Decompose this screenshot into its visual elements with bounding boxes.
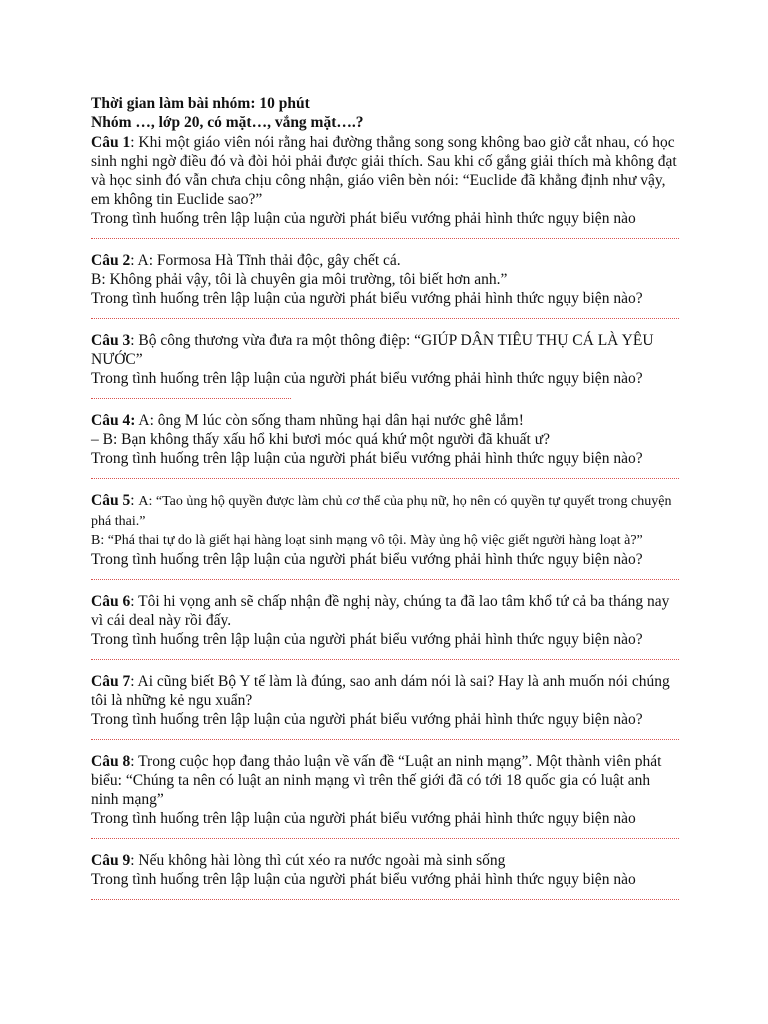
question-body: Tôi hi vọng anh sẽ chấp nhận đề nghị này, chúng ta đã lao tâm khổ tứ cả ba tháng nay vì cái deal này rồi đấy. <box>91 593 670 629</box>
question-body: Bộ công thương vừa đưa ra một thông điệp: “GIÚP DÂN TIÊU THỤ CÁ LÀ YÊU NƯỚC” <box>91 332 654 368</box>
question-9: Câu 9: Nếu không hài lòng thì cút xéo ra nước ngoài mà sinh sống Trong tình huống trên lập luận của người phát biểu vướng phải hình thức ngụy biện nào <box>91 851 681 900</box>
question-prompt: Trong tình huống trên lập luận của người phát biểu vướng phải hình thức ngụy biện nào? <box>91 370 643 387</box>
question-3: Câu 3: Bộ công thương vừa đưa ra một thông điệp: “GIÚP DÂN TIÊU THỤ CÁ LÀ YÊU NƯỚC” Trong tình huống trên lập luận của người phát biểu vướng phải hình thức ngụy biện nào? <box>91 331 681 399</box>
answer-line[interactable] <box>91 899 679 900</box>
answer-line[interactable] <box>91 739 679 740</box>
question-label: Câu 4: <box>91 412 136 429</box>
question-label: Câu 3 <box>91 332 131 349</box>
question-2: Câu 2: A: Formosa Hà Tĩnh thải độc, gây chết cá. B: Không phải vậy, tôi là chuyên gia môi trường, tôi biết hơn anh.” Trong tình huống trên lập luận của người phát biểu vướng phải hình thức ngụy biện nào? <box>91 251 681 319</box>
question-prompt: Trong tình huống trên lập luận của người phát biểu vướng phải hình thức ngụy biện nào? <box>91 450 643 467</box>
document-page <box>91 94 681 912</box>
group-info: Nhóm …, lớp 20, có mặt…, vắng mặt….? <box>91 114 364 131</box>
question-prompt: Trong tình huống trên lập luận của người phát biểu vướng phải hình thức ngụy biện nào? <box>91 631 643 648</box>
question-label: Câu 2 <box>91 252 131 269</box>
question-body: B: Không phải vậy, tôi là chuyên gia môi trường, tôi biết hơn anh.” <box>91 271 508 288</box>
question-6: Câu 6: Tôi hi vọng anh sẽ chấp nhận đề nghị này, chúng ta đã lao tâm khổ tứ cả ba tháng nay vì cái deal này rồi đấy. Trong tình huống trên lập luận của người phát biểu vướng phải hình thức ngụy biện nào? <box>91 592 681 660</box>
answer-line[interactable] <box>91 478 679 479</box>
question-label: Câu 5 <box>91 492 131 509</box>
question-prompt: Trong tình huống trên lập luận của người phát biểu vướng phải hình thức ngụy biện nào <box>91 210 636 227</box>
question-8: Câu 8: Trong cuộc họp đang thảo luận về vấn đề “Luật an ninh mạng”. Một thành viên phát biểu: “Chúng ta nên có luật an ninh mạng vì trên thế giới đã có tới 18 quốc gia có luật anh ninh mạng” Trong tình huống trên lập luận của người phát biểu vướng phải hình thức ngụy biện nào <box>91 752 681 839</box>
question-body: Nếu không hài lòng thì cút xéo ra nước ngoài mà sinh sống <box>138 852 506 869</box>
question-prompt: Trong tình huống trên lập luận của người phát biểu vướng phải hình thức ngụy biện nào? <box>91 551 643 568</box>
question-label: Câu 8 <box>91 753 131 770</box>
question-label: Câu 6 <box>91 593 131 610</box>
answer-line[interactable] <box>91 318 679 319</box>
question-label: Câu 7 <box>91 673 131 690</box>
answer-line[interactable] <box>91 838 679 839</box>
question-body: Trong cuộc họp đang thảo luận về vấn đề “Luật an ninh mạng”. Một thành viên phát biểu: “Chúng ta nên có luật an ninh mạng vì trên thế giới đã có tới 18 quốc gia có luật anh ninh mạng” <box>91 753 662 808</box>
question-label: Câu 1 <box>91 134 131 151</box>
time-limit: Thời gian làm bài nhóm: 10 phút <box>91 95 310 112</box>
question-body: B: “Phá thai tự do là giết hại hàng loạt sinh mạng vô tội. Mày ủng hộ việc giết người hàng loạt à?” <box>91 533 643 548</box>
question-body: Khi một giáo viên nói rằng hai đường thẳng song song không bao giờ cắt nhau, có học sinh nghi ngờ điều đó và đòi hỏi phải được giải thích. Sau khi cố gắng giải thích mà không đạt và học sinh đó vẫn chưa chịu công nhận, giáo viên bèn nói: “Euclide đã khẳng định như vậy, em không tin Euclide sao?” <box>91 134 677 208</box>
question-label: Câu 9 <box>91 852 131 869</box>
question-prompt: Trong tình huống trên lập luận của người phát biểu vướng phải hình thức ngụy biện nào? <box>91 711 643 728</box>
question-body: A: “Tao ủng hộ quyền được làm chủ cơ thể của phụ nữ, họ nên có quyền tự quyết trong chuyện phá thai.” <box>91 494 672 529</box>
answer-line[interactable] <box>91 579 679 580</box>
question-1: Câu 1: Khi một giáo viên nói rằng hai đường thẳng song song không bao giờ cắt nhau, có học sinh nghi ngờ điều đó và đòi hỏi phải được giải thích. Sau khi cố gắng giải thích mà không đạt và học sinh đó vẫn chưa chịu công nhận, giáo viên bèn nói: “Euclide đã khẳng định như vậy, em không tin Euclide sao?” Trong tình huống trên lập luận của người phát biểu vướng phải hình thức ngụy biện nào <box>91 133 681 239</box>
question-body: Ai cũng biết Bộ Y tế làm là đúng, sao anh dám nói là sai? Hay là anh muốn nói chúng tôi là những kẻ ngu xuẩn? <box>91 673 670 709</box>
question-5: Câu 5: A: “Tao ủng hộ quyền được làm chủ cơ thể của phụ nữ, họ nên có quyền tự quyết trong chuyện phá thai.” B: “Phá thai tự do là giết hại hàng loạt sinh mạng vô tội. Mày ủng hộ việc giết người hàng loạt à?” Trong tình huống trên lập luận của người phát biểu vướng phải hình thức ngụy biện nào? <box>91 491 681 580</box>
question-body: – B: Bạn không thấy xấu hổ khi bươi móc quá khứ một người đã khuất ư? <box>91 431 550 448</box>
question-prompt: Trong tình huống trên lập luận của người phát biểu vướng phải hình thức ngụy biện nào? <box>91 290 643 307</box>
answer-line[interactable] <box>91 238 679 239</box>
answer-line[interactable] <box>91 398 291 399</box>
answer-line[interactable] <box>91 659 679 660</box>
question-prompt: Trong tình huống trên lập luận của người phát biểu vướng phải hình thức ngụy biện nào <box>91 871 636 888</box>
question-body: A: ông M lúc còn sống tham nhũng hại dân hại nước ghê lắm! <box>138 412 524 429</box>
question-7: Câu 7: Ai cũng biết Bộ Y tế làm là đúng, sao anh dám nói là sai? Hay là anh muốn nói chúng tôi là những kẻ ngu xuẩn? Trong tình huống trên lập luận của người phát biểu vướng phải hình thức ngụy biện nào? <box>91 672 681 740</box>
question-4 <box>91 411 681 479</box>
question-prompt: Trong tình huống trên lập luận của người phát biểu vướng phải hình thức ngụy biện nào <box>91 810 636 827</box>
question-body: A: Formosa Hà Tĩnh thải độc, gây chết cá. <box>137 252 401 269</box>
